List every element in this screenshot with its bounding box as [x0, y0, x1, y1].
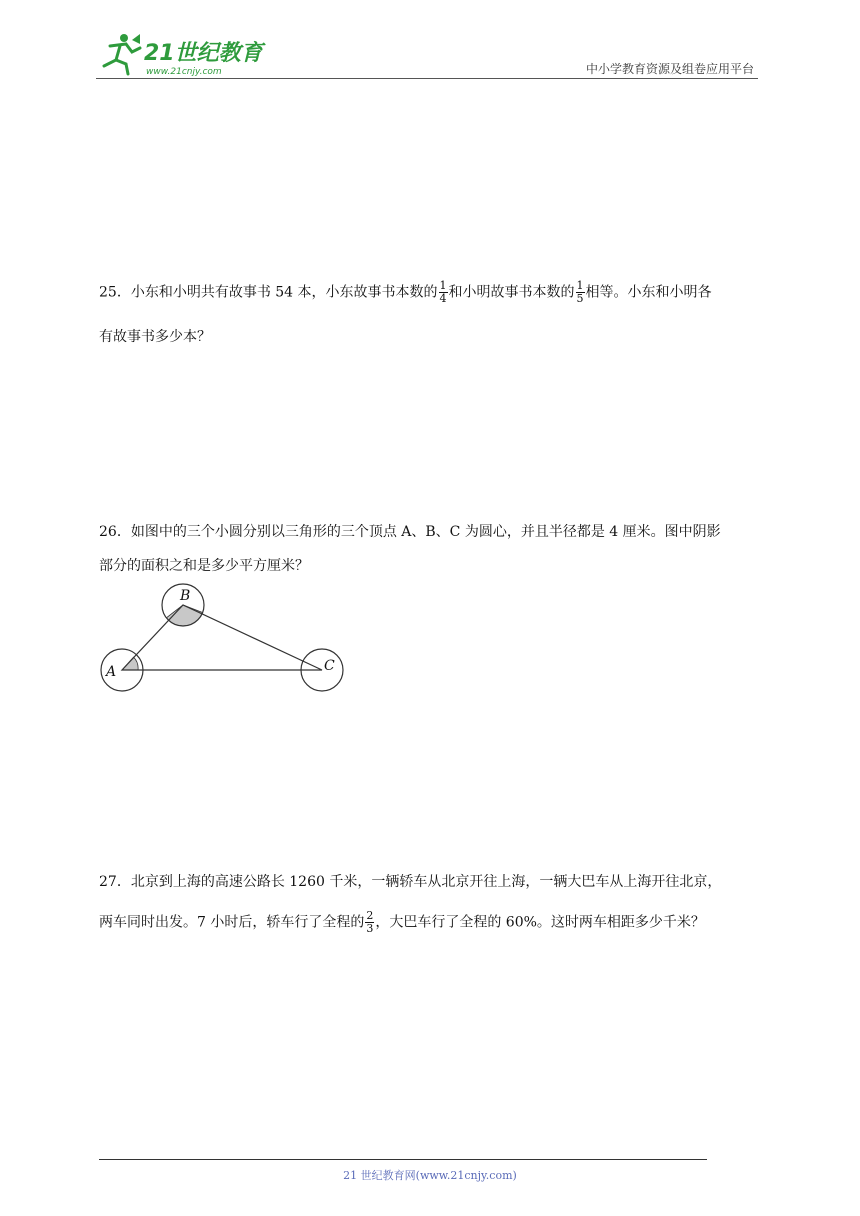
fraction-denominator: 4	[439, 292, 447, 305]
question-27	[99, 872, 764, 935]
footer-rule	[99, 1159, 707, 1160]
fraction-denominator: 5	[576, 292, 584, 305]
label-A: A	[106, 664, 117, 680]
logo	[96, 30, 266, 78]
logo-url: www.21cnjy.com	[146, 67, 222, 77]
question-text: 两车同时出发。7 小时后，轿车行了全程的	[99, 914, 365, 931]
question-25-line1	[99, 280, 764, 305]
triangle-circles-diagram	[96, 580, 356, 695]
question-number: 27．	[99, 874, 131, 890]
logo-text: 21世纪教育	[144, 41, 263, 66]
runner-icon	[104, 34, 140, 74]
label-C: C	[324, 658, 335, 674]
question-text: ，大巴车行了全程的 60%。这时两车相距多少千米？	[375, 914, 705, 931]
fraction-denominator: 3	[366, 922, 374, 935]
question-number: 26．	[99, 524, 131, 540]
question-26-line2: 部分的面积之和是多少平方厘米？	[99, 558, 309, 574]
question-27-line2	[99, 910, 764, 935]
fraction	[576, 280, 585, 305]
footer-text: 21 世纪教育网(www.21cnjy.com)	[343, 1169, 517, 1182]
fraction-numerator: 1	[439, 279, 447, 292]
question-text: 小东和小明共有故事书 54 本，小东故事书本数的	[130, 284, 438, 301]
header-right-text: 中小学教育资源及组卷应用平台	[585, 62, 754, 76]
question-25	[99, 280, 764, 347]
fraction-numerator: 2	[366, 909, 374, 922]
fraction	[439, 280, 448, 305]
question-25-line2: 有故事书多少本？	[99, 329, 211, 345]
question-text: 和小明故事书本数的	[448, 284, 575, 301]
label-B: B	[180, 588, 191, 604]
question-text: 相等。小东和小明各	[585, 284, 712, 301]
question-26	[99, 522, 764, 576]
header-rule	[96, 78, 758, 79]
question-text: 如图中的三个小圆分别以三角形的三个顶点 A、B、C 为圆心，并且半径都是 4 厘米。图中阴影	[130, 524, 721, 540]
fraction-numerator: 1	[576, 279, 584, 292]
question-number: 25．	[99, 284, 131, 301]
triangle-ABC	[122, 605, 322, 670]
question-text: 北京到上海的高速公路长 1260 千米，一辆轿车从北京开往上海，一辆大巴车从上海开往北京，	[130, 874, 722, 890]
question-26-line1	[99, 522, 764, 542]
question-27-line1	[99, 872, 764, 892]
fraction	[365, 910, 374, 935]
page-header	[96, 30, 760, 80]
